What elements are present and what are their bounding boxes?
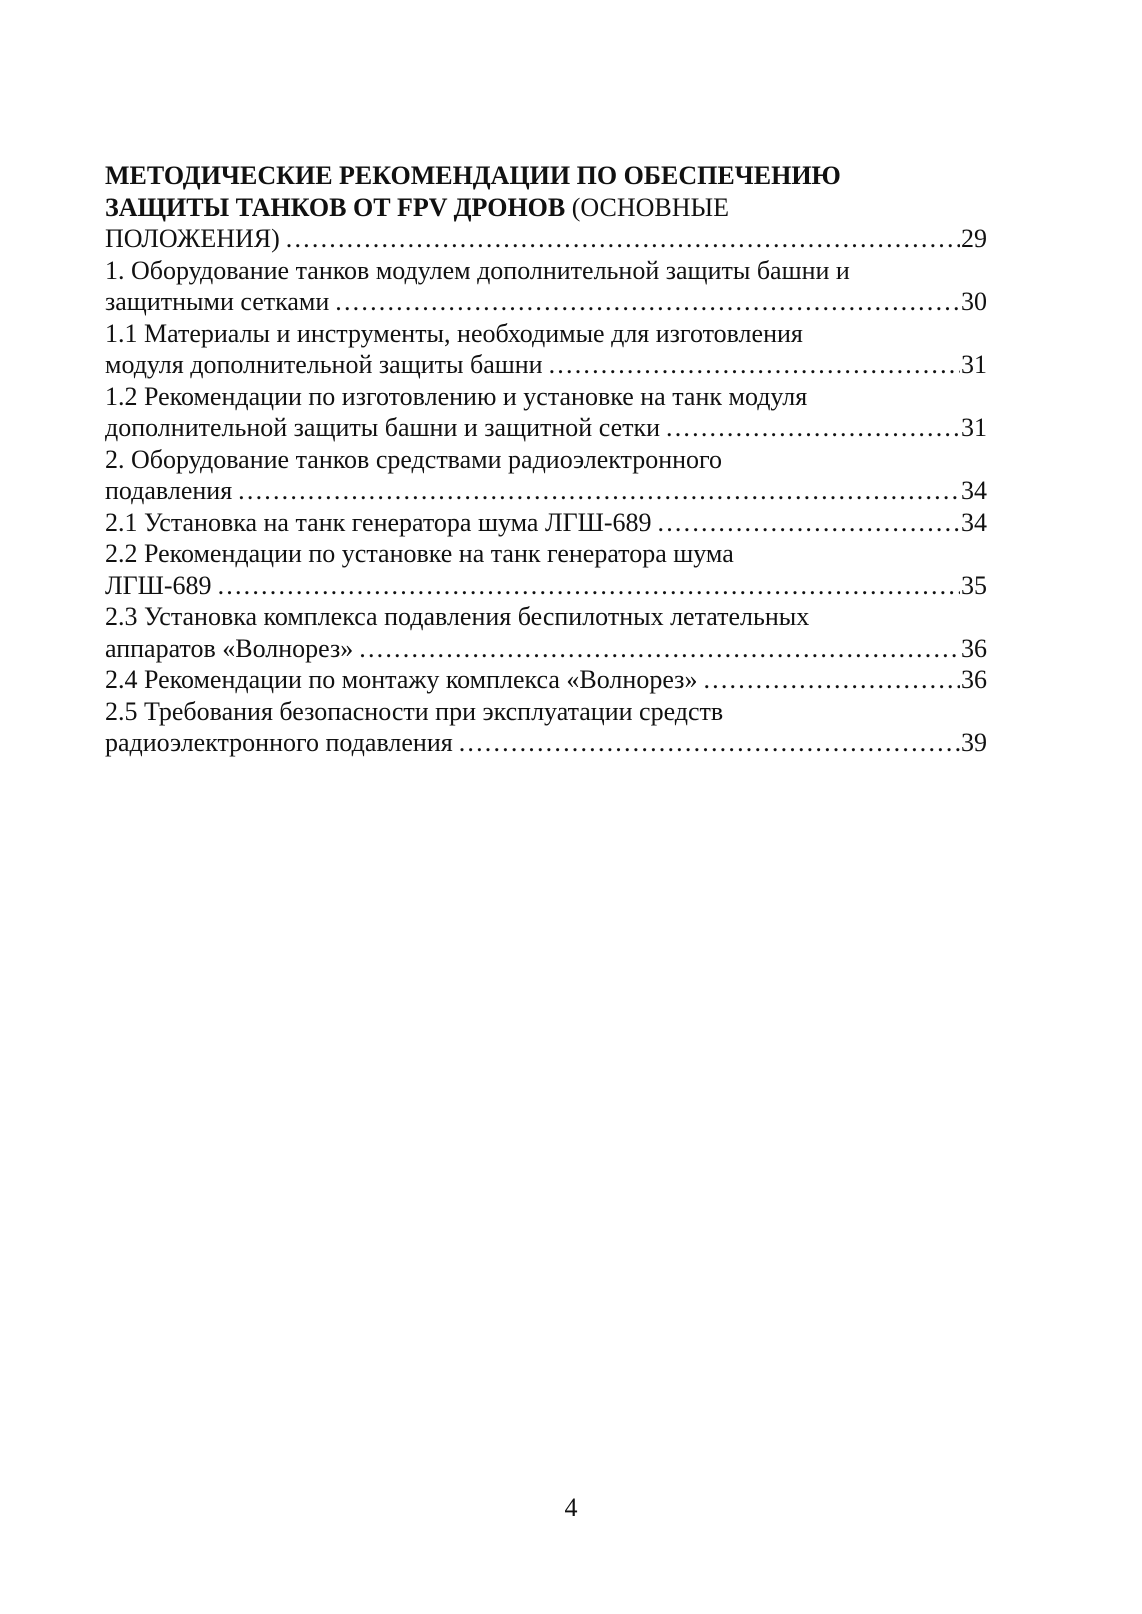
toc-text-segment: 2.3 Установка комплекса подавления беспилотных летательных [105, 602, 810, 631]
toc-entry-text [105, 319, 803, 348]
toc-line [105, 696, 987, 728]
toc-text-segment: радиоэлектронного подавления [105, 728, 453, 757]
toc-text-segment: защитными сетками [105, 287, 330, 316]
dot-leader [703, 664, 960, 696]
toc-entry-text [105, 256, 850, 285]
toc-entry-text [105, 507, 652, 539]
toc-line [105, 664, 987, 696]
toc-text-segment: ЛГШ-689 [105, 570, 212, 600]
dot-leader [459, 727, 960, 759]
toc-text-segment: 2.1 Установка на танк генератора шума ЛГШ-689 [105, 507, 652, 537]
toc-line [105, 570, 987, 602]
toc-page-ref: 39 [961, 728, 987, 757]
toc-entry [105, 381, 987, 444]
toc-line [105, 223, 987, 255]
dot-leader [359, 633, 960, 665]
toc-line [105, 286, 987, 318]
toc-line [105, 633, 987, 665]
toc-entry-text [105, 570, 212, 602]
toc-text-segment: модуля дополнительной защиты башни [105, 350, 543, 379]
dot-leader [218, 570, 960, 602]
toc-line [105, 160, 987, 192]
toc-entry-text [105, 727, 453, 759]
dot-leader [286, 223, 960, 255]
toc-entry [105, 538, 987, 601]
toc-line [105, 538, 987, 570]
toc-entry-text [105, 633, 353, 665]
toc-page-ref: 31 [961, 350, 987, 379]
toc-page-ref: 29 [961, 224, 987, 253]
toc-entry-text [105, 445, 722, 474]
toc-line [105, 318, 987, 350]
toc-text-segment: (ОСНОВНЫЕ [565, 192, 730, 222]
dot-leader [238, 475, 960, 507]
toc-entry [105, 318, 987, 381]
dot-leader [549, 349, 960, 381]
toc-entry-text [105, 697, 723, 726]
toc-text-segment: дополнительной защиты башни и защитной сетки [105, 413, 661, 442]
toc-page-ref: 35 [961, 570, 987, 600]
toc-text-segment: 2.2 Рекомендации по установке на танк генератора шума [105, 539, 734, 568]
toc-page-ref: 34 [961, 507, 987, 537]
toc-entry-text [105, 382, 807, 411]
toc-entry [105, 696, 987, 759]
toc-line [105, 349, 987, 381]
toc-text-segment: 2. Оборудование танков средствами радиоэлектронного [105, 444, 723, 474]
toc-entry-text [105, 349, 543, 381]
toc-line [105, 727, 987, 759]
toc-line [105, 601, 987, 633]
toc-entry-text [105, 223, 280, 255]
toc-entry-text [105, 161, 841, 190]
toc-text-segment: 1.2 Рекомендации по изготовлению и установке на танк модуля [105, 381, 808, 411]
toc-line [105, 475, 987, 507]
dot-leader [666, 412, 960, 444]
toc-text-segment: 1. Оборудование танков модулем дополнительной защиты башни и [105, 255, 850, 285]
toc-entry [105, 507, 987, 539]
toc-text-segment: аппаратов «Волнорез» [105, 633, 354, 663]
dot-leader [335, 286, 960, 318]
toc-entry-text [105, 475, 232, 507]
toc-entry [105, 160, 987, 255]
toc-line [105, 192, 987, 224]
toc-page-ref: 31 [961, 413, 987, 442]
toc-page-ref: 36 [961, 633, 987, 663]
toc-text-segment: 2.4 Рекомендации по монтажу комплекса «Волнорез» [105, 665, 698, 694]
toc-text-segment: 2.5 Требования безопасности при эксплуатации средств [105, 696, 724, 726]
toc-entry-text [105, 412, 660, 444]
toc-entry [105, 664, 987, 696]
toc-text-segment: подавления [105, 476, 233, 505]
toc-text-segment: ЗАЩИТЫ ТАНКОВ ОТ FPV ДРОНОВ [105, 192, 566, 222]
toc-line [105, 255, 987, 287]
toc-entry-text [105, 286, 329, 318]
dot-leader [658, 507, 960, 539]
toc-entry-text [105, 539, 734, 568]
toc [105, 160, 987, 759]
toc-entry [105, 255, 987, 318]
toc-text-segment: МЕТОДИЧЕСКИЕ РЕКОМЕНДАЦИИ ПО ОБЕСПЕЧЕНИЮ [105, 161, 841, 190]
toc-line [105, 412, 987, 444]
toc-line [105, 381, 987, 413]
toc-entry-text [105, 602, 809, 631]
toc-entry-text [105, 664, 697, 696]
toc-entry [105, 601, 987, 664]
toc-page-ref: 36 [961, 665, 987, 694]
toc-text-segment: 1.1 Материалы и инструменты, необходимые для изготовления [105, 318, 803, 348]
page-number-footer: 4 [564, 1493, 578, 1522]
toc-line [105, 444, 987, 476]
toc-entry [105, 444, 987, 507]
toc-line [105, 507, 987, 539]
toc-text-segment: ПОЛОЖЕНИЯ) [105, 224, 280, 253]
toc-page-ref: 34 [961, 476, 987, 505]
toc-page-ref: 30 [961, 287, 987, 316]
toc-entry-text [105, 193, 729, 222]
